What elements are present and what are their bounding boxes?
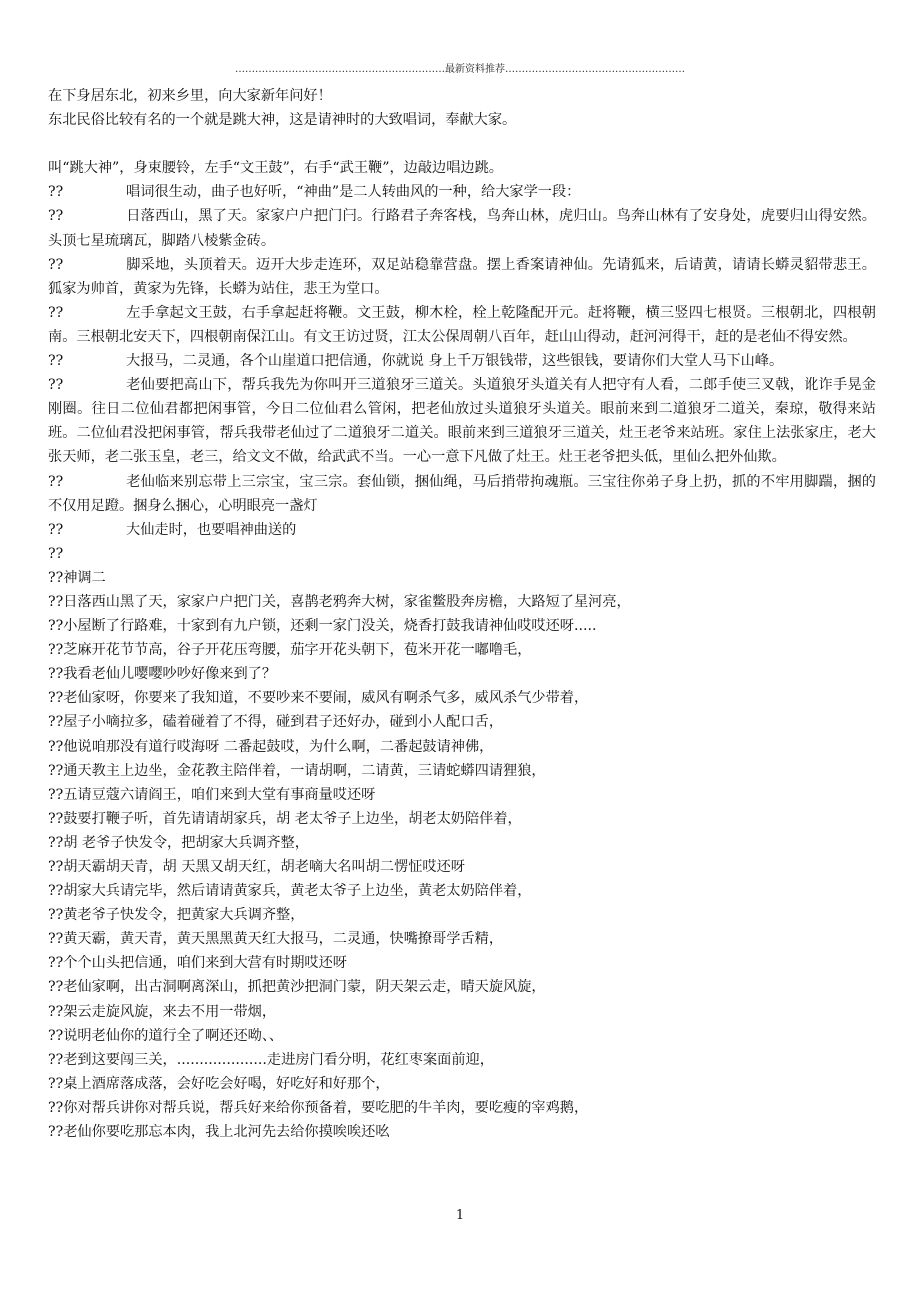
song-line: ??老到这要闯三关，....................走进房门看分明，花红枣案面前迎， — [48, 1051, 494, 1068]
song-line: ??说明老仙你的道行全了啊还还呦、、 — [48, 1027, 284, 1044]
song-line: ??神调二 — [48, 569, 106, 586]
song-line: ??架云走旋风旋，来去不用一带烟， — [48, 1003, 277, 1020]
paragraph-prefix: ?? — [48, 473, 64, 490]
lyric-paragraph — [48, 373, 876, 469]
song-line: ??芝麻开花节节高，谷子开花压弯腰，茄字开花头朝下，苞米开花一嘟噜毛， — [48, 642, 532, 659]
paragraph-prefix: ?? — [48, 304, 64, 321]
lyric-paragraph — [48, 253, 876, 301]
lyric-paragraph — [48, 180, 876, 204]
song-line: ??老仙家啊，出古洞啊离深山，抓把黄沙把洞门蒙，阴天架云走，晴天旋风旋， — [48, 979, 546, 996]
song-line: ??你对帮兵讲你对帮兵说，帮兵好来给你预备着，要吃肥的牛羊肉，要吃瘦的宰鸡鹅， — [48, 1099, 589, 1116]
song-line: ??老仙你要吃那忘本肉，我上北河先去给你摸唉唉还吆 — [48, 1124, 390, 1141]
paragraph-prefix: ?? — [48, 377, 64, 394]
song-line: ??小屋断了行路难，十家到有九户锁，还剩一家门没关，烧香打鼓我请神仙哎哎还呀..... — [48, 618, 597, 635]
paragraph-prefix: ?? — [48, 256, 64, 273]
song-line: ??鼓要打鞭子听，首先请请胡家兵，胡 老太爷子上边坐，胡老太奶陪伴着， — [48, 810, 522, 827]
song-line: ??桌上酒席落成落，会好吃会好喝，好吃好和好那个， — [48, 1075, 390, 1092]
lyric-paragraph — [48, 349, 876, 373]
paragraph-text: 日落西山，黑了天。家家户户把门闩。行路君子奔客栈，鸟奔山林，虎归山。鸟奔山林有了安身处，虎要归山得安然。头顶七星琉璃瓦，脚踏八棱紫金砖。 — [48, 208, 876, 249]
paragraph-text: 左手拿起文王鼓，右手拿起赶将鞭。文王鼓，柳木栓，栓上乾隆配开元。赶将鞭，横三竖四七根贤。三根朝北，四根朝南。三根朝北安天下，四根朝南保江山。有文王访过贤，江太公保周朝八百年，赶山山得动，赶河河得干，赶的是老仙不得安然。 — [48, 304, 876, 345]
lyric-paragraph — [48, 542, 876, 566]
paragraph-text: 唱词很生动，曲子也好听，“神曲”是二人转曲风的一种，给大家学一段： — [126, 184, 581, 201]
intro-line — [48, 132, 876, 156]
paragraph-prefix: ?? — [48, 353, 64, 370]
song-line: ??个个山头把信通，咱们来到大营有时期哎还呀 — [48, 955, 347, 972]
paragraph-prefix: ?? — [48, 208, 64, 225]
lyric-paragraph — [48, 301, 876, 349]
song-line: ??胡家大兵请完毕，然后请请黄家兵，黄老太爷子上边坐，黄老太奶陪伴着， — [48, 883, 532, 900]
document-body — [48, 84, 876, 1144]
paragraph-text: 脚采地，头顶着天。迈开大步走连环，双足站稳靠营盘。摆上香案请神仙。先请狐来，后请黄，请请长蟒灵貂带悲王。狐家为帅首，黄家为先锋，长蟒为站住，悲王为堂口。 — [48, 256, 876, 297]
paragraph-prefix: ?? — [48, 521, 64, 538]
song-line: ??老仙家呀，你要来了我知道，不要吵来不要闹，威风有啊杀气多，威风杀气少带着， — [48, 690, 589, 707]
song-line: ??黄老爷子快发令，把黄家大兵调齐整， — [48, 907, 305, 924]
song-line: ??屋子小嘀拉多，磕着碰着了不得，碰到君子还好办，碰到小人配口舌， — [48, 714, 504, 731]
intro-line: 叫“跳大神”，身束腰铃，左手“文王鼓”，右手“武王鞭”，边敲边唱边跳。 — [48, 160, 503, 177]
song-line: ??黄天霸，黄天青，黄天黑黑黄天红大报马，二灵通，快嘴撩哥学舌精， — [48, 931, 504, 948]
song-line: ??五请豆蔻六请阎王，咱们来到大堂有事商量哎还呀 — [48, 786, 376, 803]
song-line: ??他说咱那没有道行哎海呀 二番起鼓哎，为什么啊，二番起鼓请神佛， — [48, 738, 494, 755]
paragraph-text: 老仙要把高山下，帮兵我先为你叫开三道狼牙三道关。头道狼牙头道关有人把守有人看，二郎手使三叉戟，讹诈手晃金刚圈。往日二位仙君都把闲事管，今日二位仙君么管闲，把老仙放过头道狼牙头道关。眼前来到二道狼牙二道关，秦琼，敬得来站班。二位仙君没把闲事管，帮兵我带老仙过了二道狼牙二道关。眼前来到三道狼牙三道关，灶王老爷来站班。家住上法张家庄，老大张天师，老二张玉皇，老三，给文文不做，给武武不当。一心一意下凡做了灶王。灶王老爷把头低，里仙么把外仙欺。 — [48, 377, 876, 466]
lyric-paragraph — [48, 204, 876, 252]
song-line: ??我看老仙儿嘤嘤吵吵好像来到了？ — [48, 666, 277, 683]
song-line: ??日落西山黑了天，家家户户把门关，喜鹊老鸦奔大树，家雀鳖股奔房檐，大路短了星河亮， — [48, 593, 631, 610]
paragraph-prefix: ?? — [48, 545, 64, 562]
paragraph-text: 大仙走时，也要唱神曲送的 — [126, 521, 297, 538]
lyric-paragraph — [48, 518, 876, 542]
song-line: ??通天教主上边坐，金花教主陪伴着，一请胡啊，二请黄，三请蛇蟒四请狸狼， — [48, 762, 546, 779]
intro-line: 东北民俗比较有名的一个就是跳大神，这是请神时的大致唱词，奉献大家。 — [48, 112, 517, 129]
paragraph-text: 老仙临来别忘带上三宗宝，宝三宗。套仙锁，捆仙绳，马后捎带拘魂瓶。三宝往你弟子身上扔，抓的不牢用脚踹，捆的不仅用足蹬。捆身么捆心，心明眼亮一盏灯 — [48, 473, 876, 514]
song-line: ??胡 老爷子快发令，把胡家大兵调齐整， — [48, 834, 309, 851]
intro-line: 在下身居东北，初来乡里，向大家新年问好！ — [48, 88, 332, 104]
lyric-paragraph — [48, 470, 876, 518]
paragraph-prefix: ?? — [48, 184, 64, 201]
paragraph-text: 大报马，二灵通，各个山崖道口把信通，你就说 身上千万银钱带，这些银钱，要请你们大堂人马下山峰。 — [126, 353, 784, 370]
page-header: ………………………………………………………最新资料推荐……………………………………………… — [235, 64, 685, 75]
page-number: 1 — [455, 1208, 465, 1223]
song-line: ??胡天霸胡天青，胡 天黑又胡天红，胡老嘀大名叫胡二愣怔哎还呀 — [48, 859, 465, 875]
